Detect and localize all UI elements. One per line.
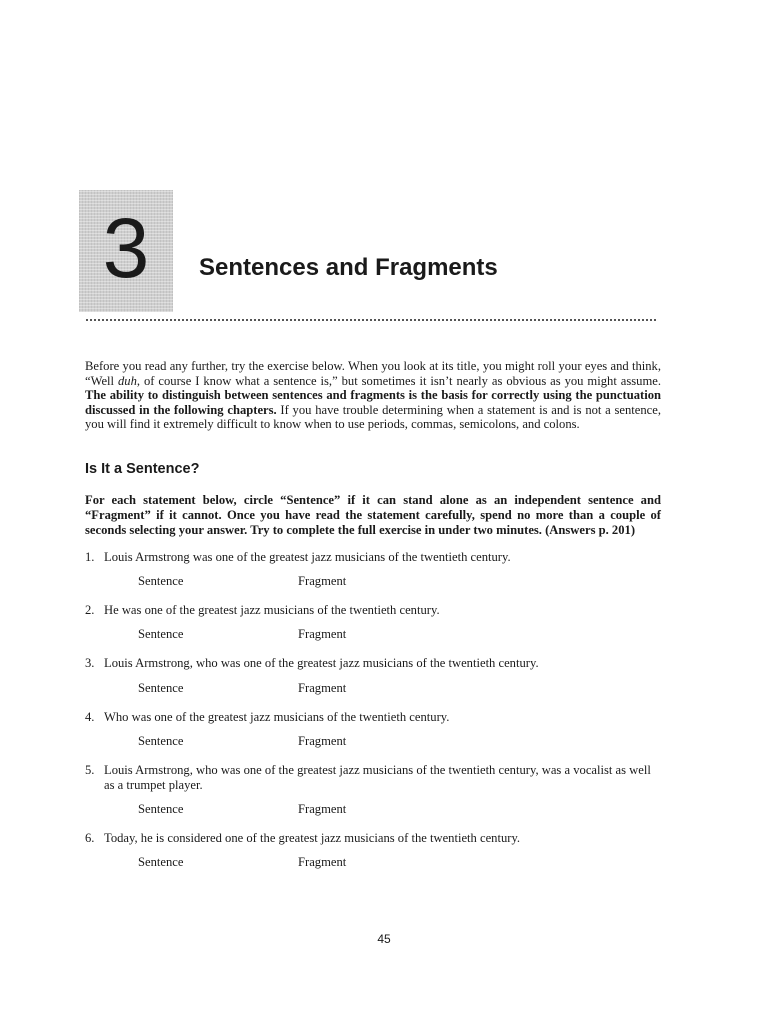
choice-fragment[interactable]: Fragment — [298, 627, 347, 641]
item-text: Louis Armstrong, who was one of the greatest jazz musicians of the twentieth century. — [104, 656, 539, 670]
item-number: 1. — [85, 550, 95, 564]
intro-paragraph — [85, 359, 661, 432]
item-statement — [85, 603, 665, 618]
item-text: Louis Armstrong, who was one of the greatest jazz musicians of the twentieth century, was a vocalist as well as a trumpet player. — [104, 763, 651, 792]
item-statement — [85, 550, 665, 565]
choice-fragment[interactable]: Fragment — [298, 681, 347, 695]
item-statement — [85, 763, 661, 793]
item-text: Today, he is considered one of the greatest jazz musicians of the twentieth century. — [104, 831, 521, 845]
item-number: 4. — [85, 710, 95, 724]
chapter-number-box — [79, 190, 173, 312]
item-text: Who was one of the greatest jazz musicians of the twentieth century. — [104, 710, 450, 724]
item-number: 3. — [85, 656, 95, 670]
exercise-item — [85, 710, 665, 725]
intro-emphasis: duh — [118, 373, 137, 388]
item-number: 6. — [85, 831, 95, 845]
intro-text-3: If you have trouble determining when a statement is and is not a sentence, you will find it extremely difficult to know when to use periods, commas, semicolons, and colons. — [85, 402, 661, 432]
choice-sentence[interactable]: Sentence — [138, 734, 184, 748]
intro-bold-text: The ability to distinguish between sentences and fragments is the basis for correctly using the punctuation discussed in the following chapters. — [85, 388, 661, 417]
page-number: 45 — [377, 932, 391, 946]
exercise-item — [85, 550, 665, 565]
exercise-instructions: For each statement below, circle “Sentence” if it can stand alone as an independent sentence and “Fragment” if it cannot. Once you have read the statement carefully, spend no more than a couple of seconds selecting your answer. Try to complete the full exercise in under two minutes. (Answers p. 201) — [85, 493, 661, 537]
exercise-item — [85, 603, 665, 618]
chapter-title: Sentences and Fragments — [199, 254, 498, 281]
item-text: He was one of the greatest jazz musicians of the twentieth century. — [104, 603, 440, 617]
intro-text-1: Before you read any further, try the exercise below. When you look at its title, you might roll your eyes and think, “Well — [85, 359, 661, 388]
item-text: Louis Armstrong was one of the greatest jazz musicians of the twentieth century. — [104, 550, 511, 564]
choice-sentence[interactable]: Sentence — [138, 574, 184, 588]
choice-fragment[interactable]: Fragment — [298, 574, 347, 588]
choice-fragment[interactable]: Fragment — [298, 802, 347, 816]
item-number: 2. — [85, 603, 95, 617]
choice-fragment[interactable]: Fragment — [298, 734, 347, 748]
intro-text-2: , of course I know what a sentence is,” but sometimes it isn’t nearly as obvious as you might assume. — [136, 373, 661, 388]
item-number: 5. — [85, 763, 95, 777]
exercise-item — [85, 831, 665, 846]
choice-sentence[interactable]: Sentence — [138, 681, 184, 695]
item-statement — [85, 831, 665, 846]
choice-fragment[interactable]: Fragment — [298, 855, 347, 869]
dotted-divider — [86, 319, 656, 321]
exercise-item — [85, 763, 661, 793]
item-statement — [85, 710, 665, 725]
exercise-item — [85, 656, 665, 671]
item-statement — [85, 656, 665, 671]
choice-sentence[interactable]: Sentence — [138, 802, 184, 816]
choice-sentence[interactable]: Sentence — [138, 855, 184, 869]
chapter-number: 3 — [102, 201, 150, 295]
section-heading: Is It a Sentence? — [85, 461, 200, 477]
choice-sentence[interactable]: Sentence — [138, 627, 184, 641]
